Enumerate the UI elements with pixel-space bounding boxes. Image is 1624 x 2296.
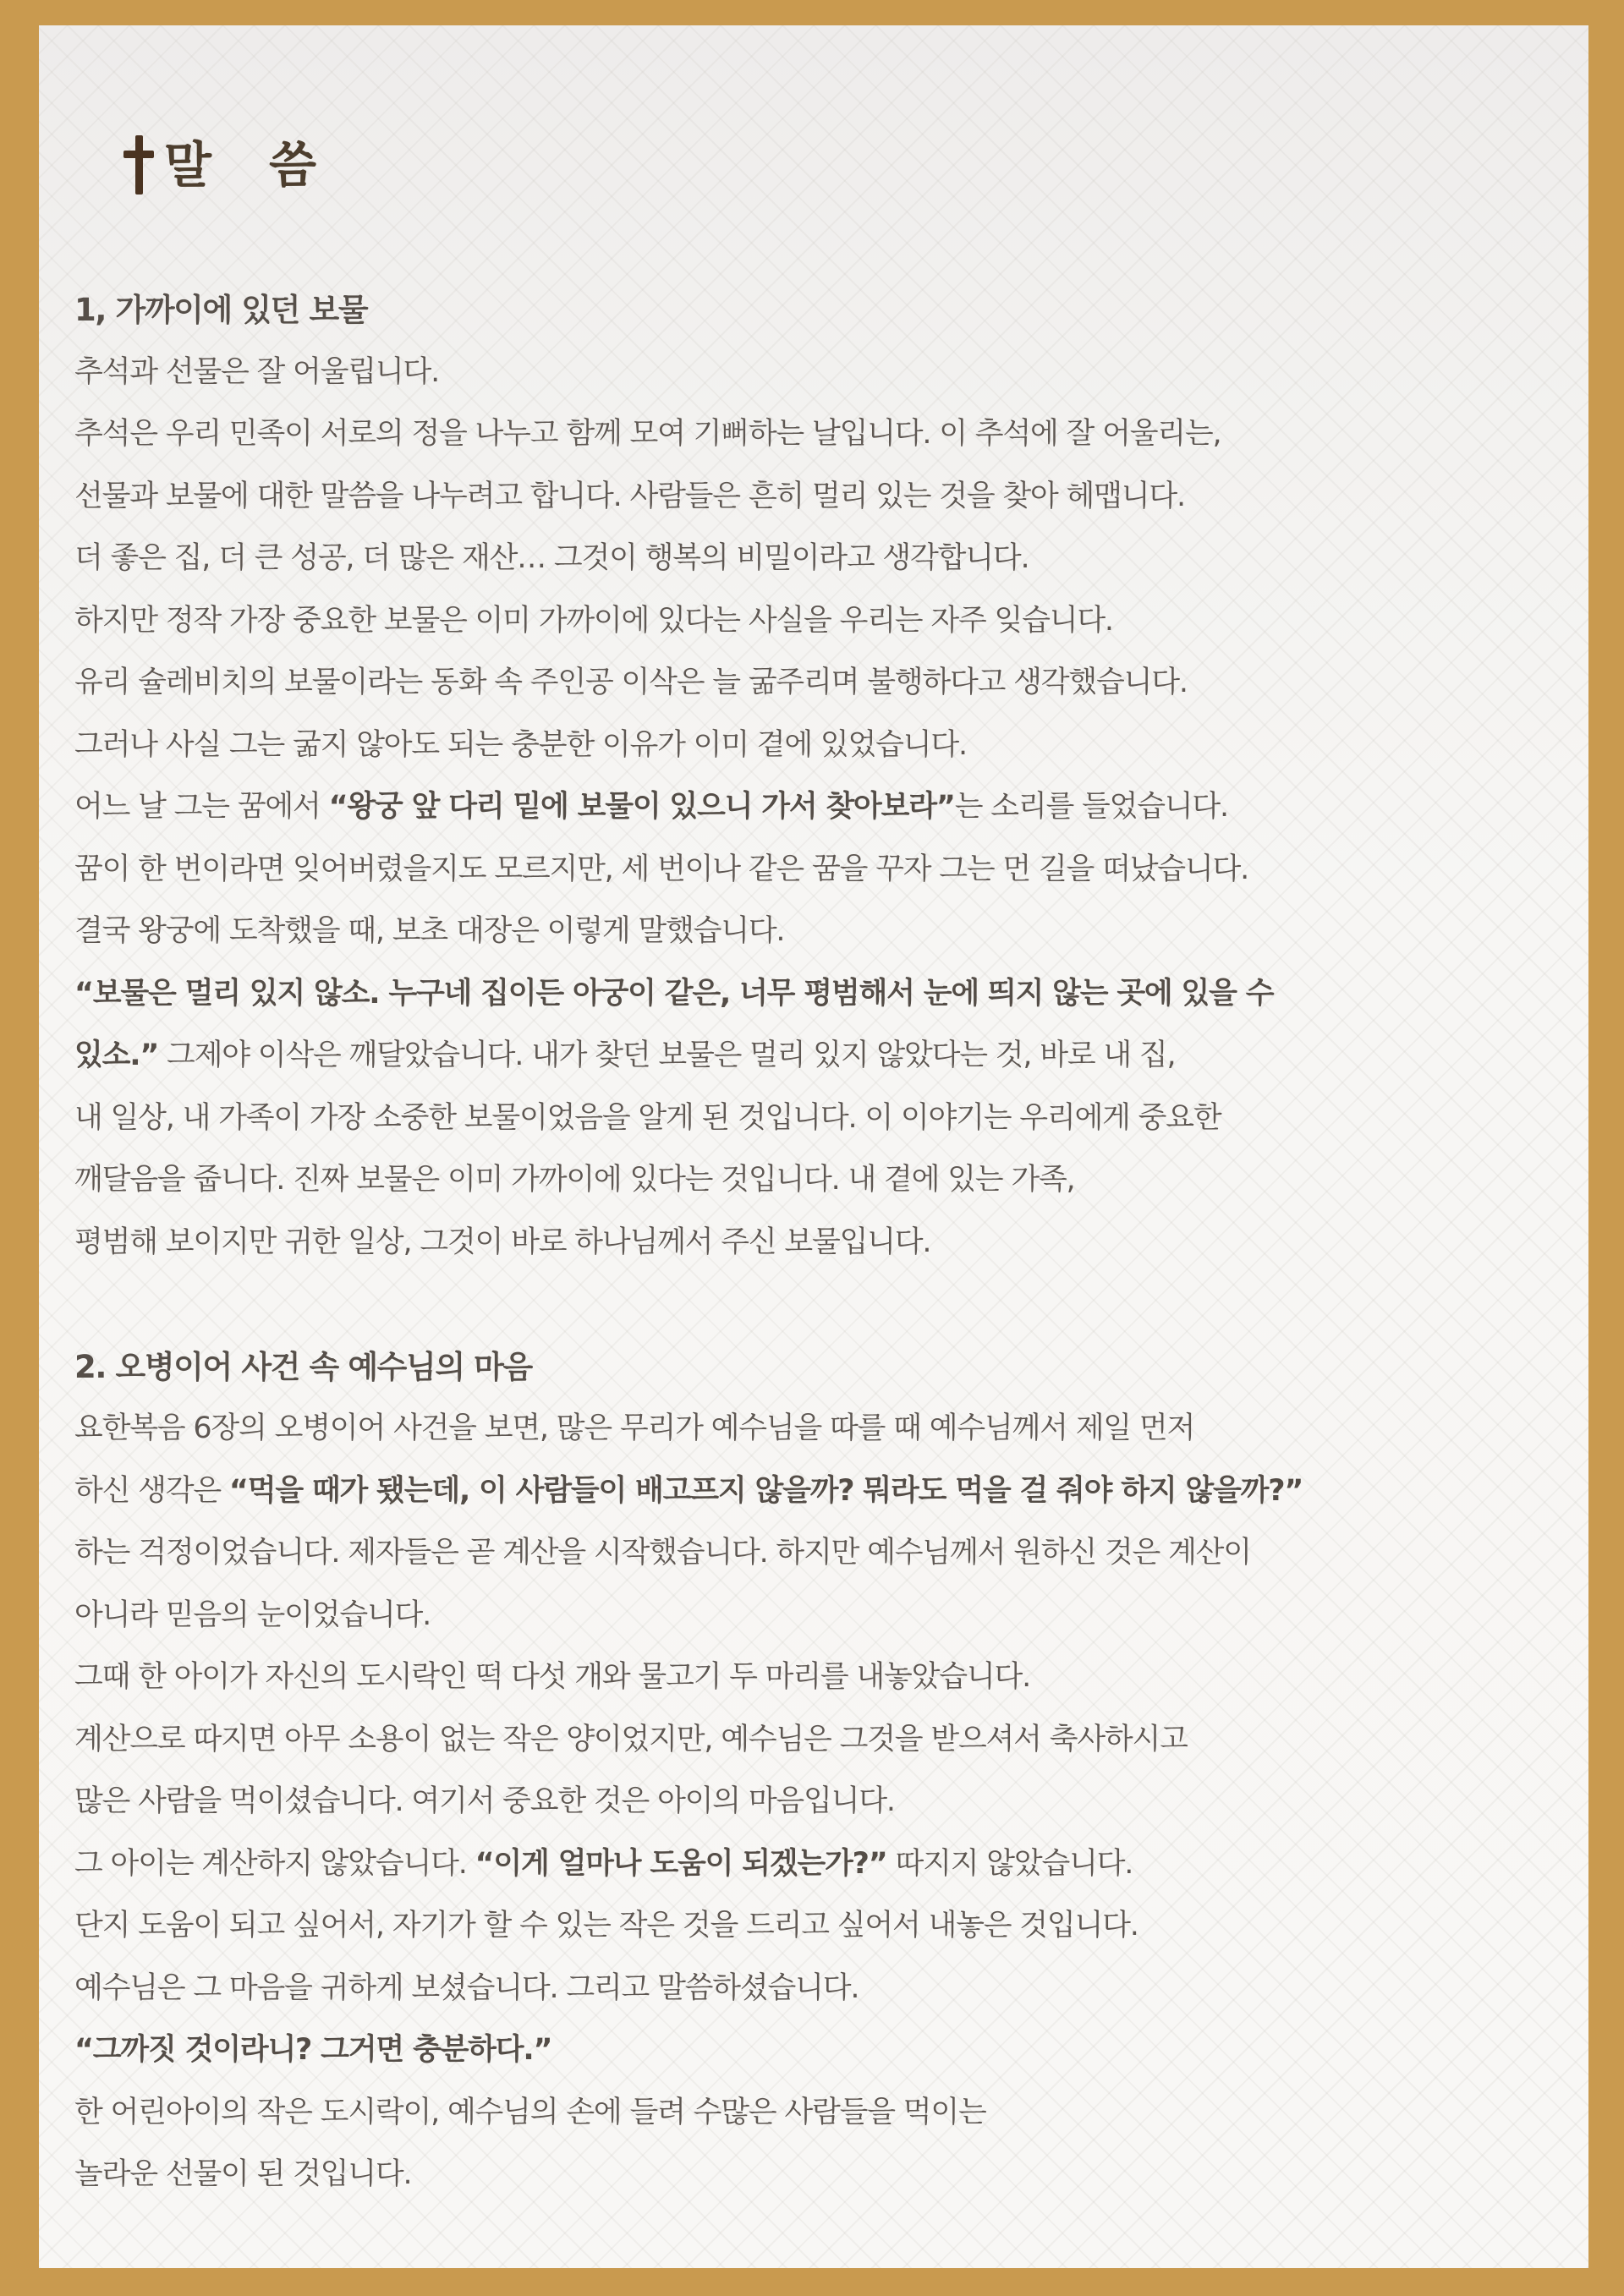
emphasized-quote: “이게 얼마나 도움이 되겠는가?” (475, 1846, 887, 1881)
line-text: 그 아이는 계산하지 않았습니다. (74, 1846, 475, 1881)
emphasized-quote: 있소.” (74, 1038, 159, 1072)
text-line (74, 1647, 1588, 1709)
line-text: 따지지 않았습니다. (886, 1846, 1133, 1881)
line-text: 어느 날 그는 꿈에서 (74, 790, 329, 824)
emphasized-quote: “보물은 멀리 있지 않소. 누구네 집이든 아궁이 같은, 너무 평범해서 눈에 띄지 않는 곳에 있을 수 (74, 976, 1274, 1011)
text-line (74, 1709, 1588, 1772)
line-text: 추석은 우리 민족이 서로의 정을 나누고 함께 모여 기뻐하는 날입니다. 이 추석에 잘 어울리는, (74, 417, 1221, 451)
text-line (74, 1149, 1588, 1212)
text-line (74, 839, 1588, 901)
text-line (74, 342, 1588, 404)
text-line (74, 1460, 1588, 1523)
text-line (74, 715, 1588, 777)
text-line (74, 2144, 1588, 2206)
text-line (74, 776, 1588, 839)
text-line (74, 466, 1588, 529)
text-line (74, 1585, 1588, 1647)
text-line (74, 1025, 1588, 1088)
text-line (74, 528, 1588, 590)
line-text: 그제야 이삭은 깨달았습니다. 내가 찾던 보물은 멀리 있지 않았다는 것, 바로 내 집, (158, 1038, 1176, 1072)
section-body-1 (74, 342, 1588, 1274)
text-line (74, 2019, 1588, 2082)
section-title-2: 2. 오병이어 사건 속 예수님의 마음 (74, 1348, 532, 1385)
line-text: 선물과 보물에 대한 말씀을 나누려고 합니다. 사람들은 흔히 멀리 있는 것을 찾아 헤맵니다. (74, 479, 1185, 513)
line-text: 하지만 정작 가장 중요한 보물은 이미 가까이에 있다는 사실을 우리는 자주 잊습니다. (74, 603, 1113, 638)
line-text: 평범해 보이지만 귀한 일상, 그것이 바로 하나님께서 주신 보물입니다. (74, 1225, 931, 1259)
text-line (74, 1771, 1588, 1833)
line-text: 아니라 믿음의 눈이었습니다. (74, 1597, 431, 1632)
emphasized-quote: “먹을 때가 됐는데, 이 사람들이 배고프지 않을까? 뭐라도 먹을 걸 줘야 하지 않을까?” (228, 1473, 1303, 1508)
line-text: 깨달음을 줍니다. 진짜 보물은 이미 가까이에 있다는 것입니다. 내 곁에 있는 가족, (74, 1163, 1075, 1197)
page-heading (123, 127, 374, 203)
cross-icon (123, 135, 154, 195)
line-text: 결국 왕궁에 도착했을 때, 보초 대장은 이렇게 말했습니다. (74, 914, 785, 948)
sermon-content (74, 279, 1588, 2206)
text-line (74, 590, 1588, 653)
section-body-2 (74, 1398, 1588, 2206)
text-line (74, 1522, 1588, 1585)
page-title: 말씀 (164, 136, 375, 194)
text-line (74, 1088, 1588, 1150)
line-text: 는 소리를 들었습니다. (954, 790, 1228, 824)
text-line (74, 901, 1588, 963)
line-text: 많은 사람을 먹이셨습니다. 여기서 중요한 것은 아이의 마음입니다. (74, 1784, 895, 1818)
line-text: 계산으로 따지면 아무 소용이 없는 작은 양이었지만, 예수님은 그것을 받으셔서 축사하시고 (74, 1722, 1188, 1756)
line-text: 단지 도움이 되고 싶어서, 자기가 할 수 있는 작은 것을 드리고 싶어서 내놓은 것입니다. (74, 1909, 1138, 1943)
line-text: 그러나 사실 그는 굶지 않아도 되는 충분한 이유가 이미 곁에 있었습니다. (74, 727, 967, 762)
text-line (74, 2082, 1588, 2145)
text-line (74, 652, 1588, 715)
line-text: 더 좋은 집, 더 큰 성공, 더 많은 재산… 그것이 행복의 비밀이라고 생각합니다. (74, 541, 1029, 575)
line-text: 한 어린아이의 작은 도시락이, 예수님의 손에 들려 수많은 사람들을 먹이는 (74, 2095, 986, 2129)
line-text: 내 일상, 내 가족이 가장 소중한 보물이었음을 알게 된 것입니다. 이 이야기는 우리에게 중요한 (74, 1100, 1221, 1135)
text-line (74, 1212, 1588, 1274)
text-line (74, 1398, 1588, 1460)
line-text: 예수님은 그 마음을 귀하게 보셨습니다. 그리고 말씀하셨습니다. (74, 1970, 859, 2005)
text-line (74, 403, 1588, 466)
text-line (74, 1895, 1588, 1958)
line-text: 꿈이 한 번이라면 잊어버렸을지도 모르지만, 세 번이나 같은 꿈을 꾸자 그는 먼 길을 떠났습니다. (74, 852, 1249, 886)
emphasized-quote: “그까짓 것이라니? 그거면 충분하다.” (74, 2033, 552, 2067)
line-text: 하는 걱정이었습니다. 제자들은 곧 계산을 시작했습니다. 하지만 예수님께서 원하신 것은 계산이 (74, 1536, 1251, 1570)
paper-sheet (39, 25, 1588, 2268)
line-text: 놀라운 선물이 된 것입니다. (74, 2157, 412, 2191)
section-spacer (74, 1274, 1588, 1336)
line-text: 하신 생각은 (74, 1473, 229, 1508)
text-line (74, 1958, 1588, 2020)
section-title-1: 1, 가까이에 있던 보물 (74, 292, 368, 328)
emphasized-quote: “왕궁 앞 다리 밑에 보물이 있으니 가서 찾아보라” (328, 790, 955, 824)
line-text: 추석과 선물은 잘 어울립니다. (74, 354, 440, 389)
text-line (74, 1833, 1588, 1896)
line-text: 유리 슐레비치의 보물이라는 동화 속 주인공 이삭은 늘 굶주리며 불행하다고 생각했습니다. (74, 666, 1188, 699)
line-text: 그때 한 아이가 자신의 도시락인 떡 다섯 개와 물고기 두 마리를 내놓았습니다. (74, 1660, 1031, 1694)
text-line (74, 963, 1588, 1026)
line-text: 요한복음 6장의 오병이어 사건을 보면, 많은 무리가 예수님을 따를 때 예수님께서 제일 먼저 (74, 1411, 1195, 1445)
